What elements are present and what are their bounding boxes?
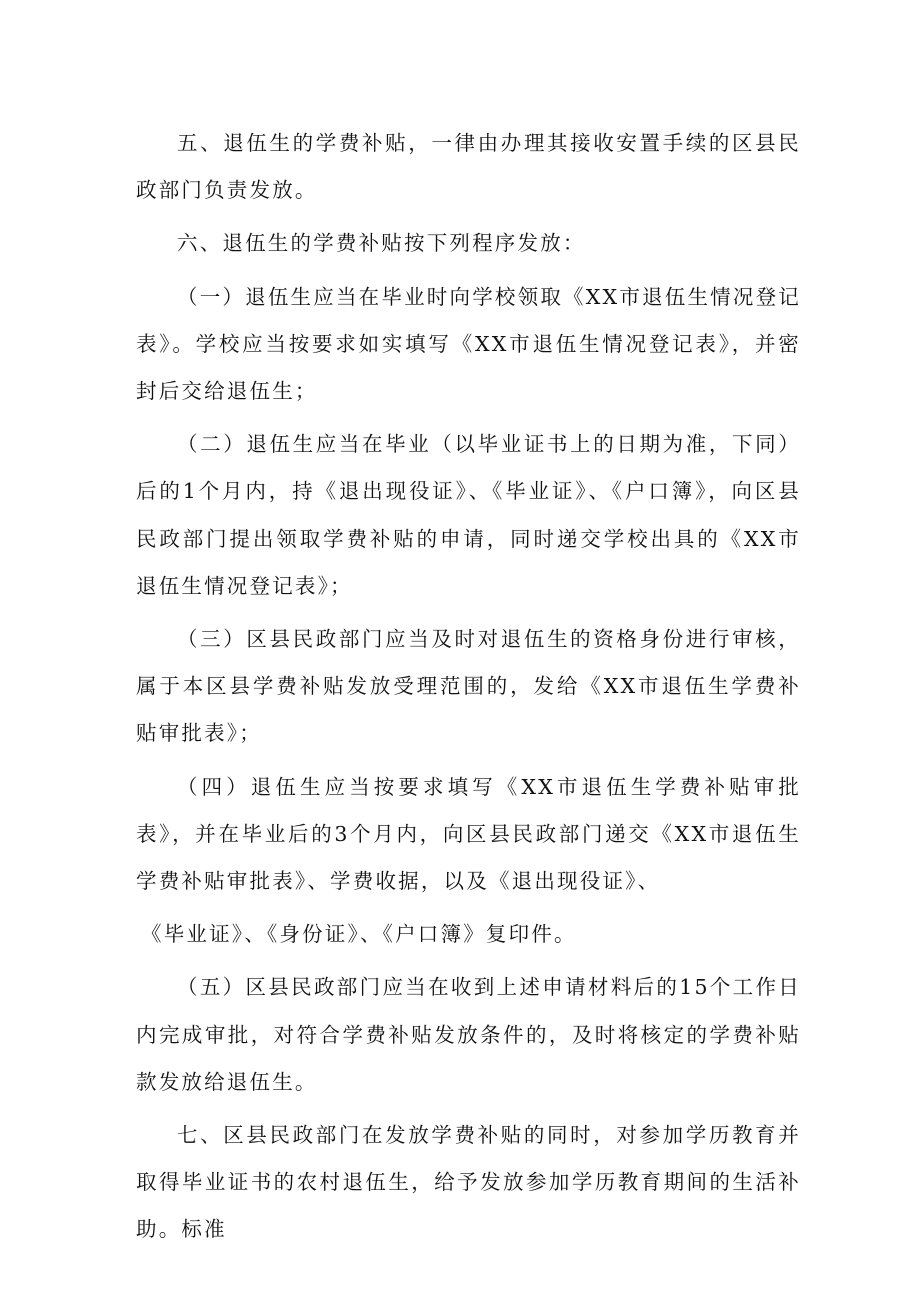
paragraph-item-6: 六、退伍生的学费补贴按下列程序发放：: [177, 231, 586, 256]
paragraph-sub-1: （一）退伍生应当在毕业时向学校领取《XX市退伍生情况登记表》。学校应当按要求如实填写《XX市退伍生情况登记表》，并密封后交给退伍生；: [136, 284, 801, 404]
paragraph-sub-2: （二）退伍生应当在毕业（以毕业证书上的日期为准，下同）后的1个月内，持《退出现役证》、《毕业证》、《户口簿》，向区县民政部门提出领取学费补贴的申请，同时递交学校出具的《XX市退伍生情况登记表》；: [136, 432, 801, 598]
paragraph-sub-5: （五）区县民政部门应当在收到上述申请材料后的15个工作日内完成审批，对符合学费补贴发放条件的，及时将核定的学费补贴款发放给退伍生。: [136, 975, 801, 1094]
paragraph-item-5: 五、退伍生的学费补贴，一律由办理其接收安置手续的区县民政部门负责发放。: [136, 131, 801, 203]
paragraph-sub-3: （三）区县民政部门应当及时对退伍生的资格身份进行审核，属于本区县学费补贴发放受理范围的，发给《XX市退伍生学费补贴审批表》；: [136, 627, 801, 746]
paragraph-item-7: 七、区县民政部门在发放学费补贴的同时，对参加学历教育并取得毕业证书的农村退伍生，给予发放参加学历教育期间的生活补助。标准: [136, 1123, 801, 1242]
document-body: [136, 120, 801, 1260]
paragraph-sub-4-continued: 《毕业证》、《身份证》、《户口簿》复印件。: [141, 922, 577, 947]
paragraph-sub-4: （四）退伍生应当按要求填写《XX市退伍生学费补贴审批表》，并在毕业后的3个月内，向区县民政部门递交《XX市退伍生学费补贴审批表》、学费收据，以及《退出现役证》、: [136, 774, 801, 894]
